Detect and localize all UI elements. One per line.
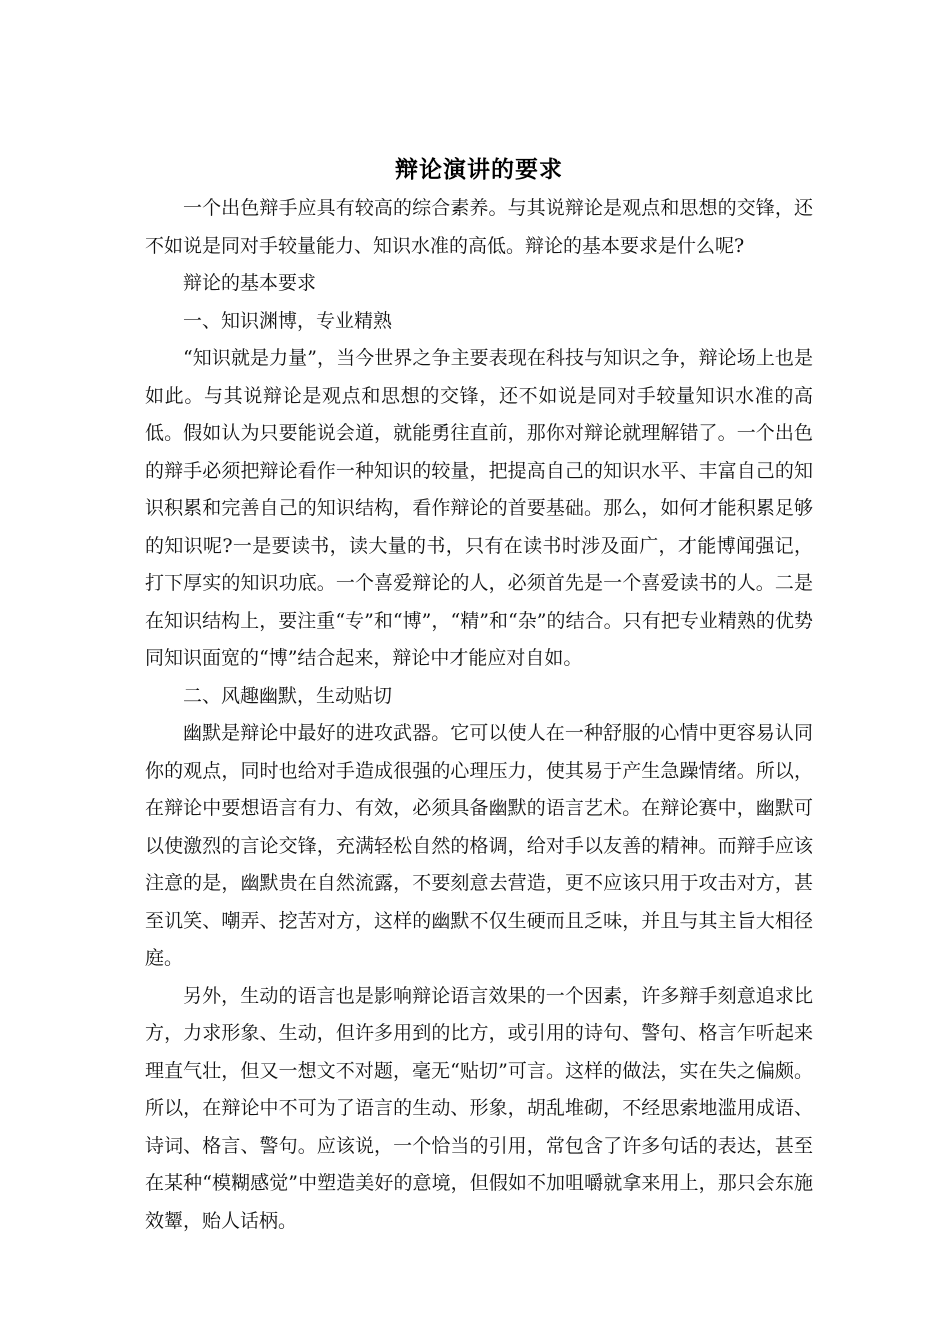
humor-paragraph: 幽默是辩论中最好的进攻武器。它可以使人在一种舒服的心情中更容易认同你的观点，同时也给对手造成很强的心理压力，使其易于产生急躁情绪。所以，在辩论中要想语言有力、有效，必须具备幽默的语言艺术。在辩论赛中，幽默可以使激烈的言论交锋，充满轻松自然的格调，给对手以友善的精神。而辩手应该注意的是，幽默贵在自然流露，不要刻意去营造，更不应该只用于攻击对方，甚至讥笑、嘲弄、挖苦对方，这样的幽默不仅生硬而且乏味，并且与其主旨大相径庭。 — [145, 722, 813, 969]
intro-paragraph: 一个出色辩手应具有较高的综合素养。与其说辩论是观点和思想的交锋，还不如说是同对手较量能力、知识水准的高低。辩论的基本要求是什么呢? — [145, 197, 813, 257]
document-body — [145, 150, 813, 1240]
section-heading-knowledge: 一、知识渊博，专业精熟 — [183, 309, 393, 332]
document-title: 辩论演讲的要求 — [395, 157, 563, 183]
section-heading-basic-requirements: 辩论的基本要求 — [183, 272, 317, 294]
knowledge-paragraph: “知识就是力量”，当今世界之争主要表现在科技与知识之争，辩论场上也是如此。与其说辩论是观点和思想的交锋，还不如说是同对手较量知识水准的高低。假如认为只要能说会道，就能勇往直前，那你对辩论就理解错了。一个出色的辩手必须把辩论看作一种知识的较量，把提高自己的知识水平、丰富自己的知识积累和完善自己的知识结构，看作辩论的首要基础。那么，如何才能积累足够的知识呢?一是要读书，读大量的书，只有在读书时涉及面广，才能博闻强记，打下厚实的知识功底。一个喜爱辩论的人，必须首先是一个喜爱读书的人。二是在知识结构上，要注重“专”和“博”，“精”和“杂”的结合。只有把专业精熟的优势同知识面宽的“博”结合起来，辩论中才能应对自如。 — [145, 347, 813, 669]
vivid-language-paragraph: 另外，生动的语言也是影响辩论语言效果的一个因素，许多辩手刻意追求比方，力求形象、生动，但许多用到的比方，或引用的诗句、警句、格言乍听起来理直气壮，但又一想文不对题，毫无“贴切”可言。这样的做法，实在失之偏颇。所以，在辩论中不可为了语言的生动、形象，胡乱堆砌，不经思索地滥用成语、诗词、格言、警句。应该说，一个恰当的引用，常包含了许多句话的表达，甚至在某种“模糊感觉”中塑造美好的意境，但假如不加咀嚼就拿来用上，那只会东施效颦，贻人话柄。 — [145, 984, 813, 1232]
section-heading-humor: 二、风趣幽默，生动贴切 — [183, 684, 393, 707]
